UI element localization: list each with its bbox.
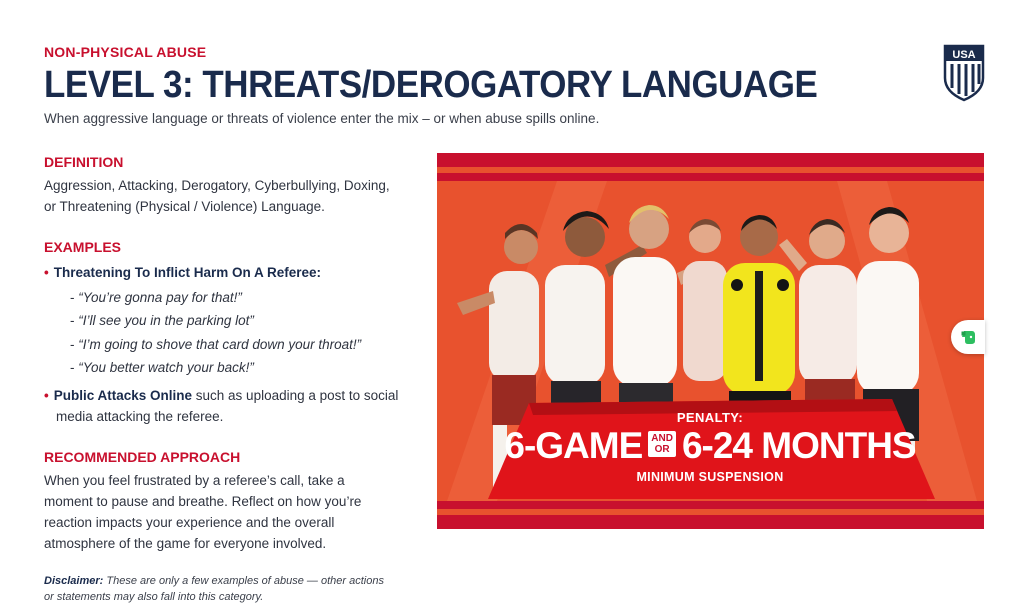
example-bullet-online-text: such as uploading a post to social: [192, 388, 399, 403]
penalty-months: 6-24 MONTHS: [681, 425, 916, 466]
penalty-banner: [488, 400, 932, 498]
example-quote: - “You’re gonna pay for that!”: [70, 290, 242, 305]
definition-heading: DEFINITION: [44, 154, 124, 170]
and-text: AND: [651, 433, 673, 445]
us-soccer-crest-logo: [943, 44, 985, 102]
example-quote: - “I’m going to shove that card down your throat!”: [70, 337, 362, 352]
hero-illustration: [437, 153, 984, 529]
penalty-terms: [488, 425, 932, 467]
example-quote-text: “I’ll see you in the parking lot”: [78, 313, 254, 328]
penalty-games: 6-GAME: [504, 425, 643, 466]
example-bullet-online-line-2: media attacking the referee.: [56, 409, 224, 424]
example-bullet-threats: [44, 262, 321, 283]
page-title: LEVEL 3: THREATS/DEROGATORY LANGUAGE: [44, 64, 818, 106]
bullet-dot: •: [44, 388, 49, 403]
page-subtitle: When aggressive language or threats of violence enter the mix – or when abuse spills online.: [44, 111, 600, 126]
example-quote-text: “You’re gonna pay for that!”: [78, 290, 242, 305]
example-bullet-threats-label: Threatening To Inflict Harm On A Referee:: [53, 265, 322, 280]
disclaimer-line-2: or statements may also fall into this category.: [44, 591, 264, 603]
disclaimer-line-1: These are only a few examples of abuse — other actions: [103, 575, 384, 587]
approach-heading: RECOMMENDED APPROACH: [44, 449, 241, 465]
disclaimer: [44, 573, 384, 605]
disclaimer-label: Disclaimer:: [44, 575, 104, 587]
approach-line-2: moment to pause and breathe. Reflect on how you’re: [44, 494, 362, 509]
definition-line-2: or Threatening (Physical / Violence) Language.: [44, 199, 325, 214]
and-or-badge: [648, 431, 676, 457]
example-quote-text: “You better watch your back!”: [78, 360, 254, 375]
section-kicker: NON-PHYSICAL ABUSE: [44, 44, 207, 60]
example-bullet-online: [44, 385, 398, 406]
examples-heading: EXAMPLES: [44, 239, 122, 255]
example-quote: - “I’ll see you in the parking lot”: [70, 313, 254, 328]
approach-line-1: When you feel frustrated by a referee’s call, take a: [44, 473, 345, 488]
approach-line-4: atmosphere of the game for everyone involved.: [44, 536, 327, 551]
bullet-dot: •: [44, 265, 49, 280]
penalty-subtitle: MINIMUM SUSPENSION: [636, 470, 784, 484]
definition-line-1: Aggression, Attacking, Derogatory, Cyberbullying, Doxing,: [44, 178, 390, 193]
evernote-elephant-icon: [960, 328, 978, 346]
example-bullet-online-label: Public Attacks Online: [53, 388, 193, 403]
evernote-extension-tab[interactable]: [951, 320, 985, 354]
or-text: OR: [654, 444, 670, 456]
penalty-label: PENALTY:: [676, 410, 744, 425]
approach-line-3: reaction impacts your experience and the overall: [44, 515, 335, 530]
svg-text:USA: USA: [952, 49, 976, 61]
example-quote-text: “I’m going to shove that card down your throat!”: [78, 337, 362, 352]
example-quote: - “You better watch your back!”: [70, 360, 254, 375]
